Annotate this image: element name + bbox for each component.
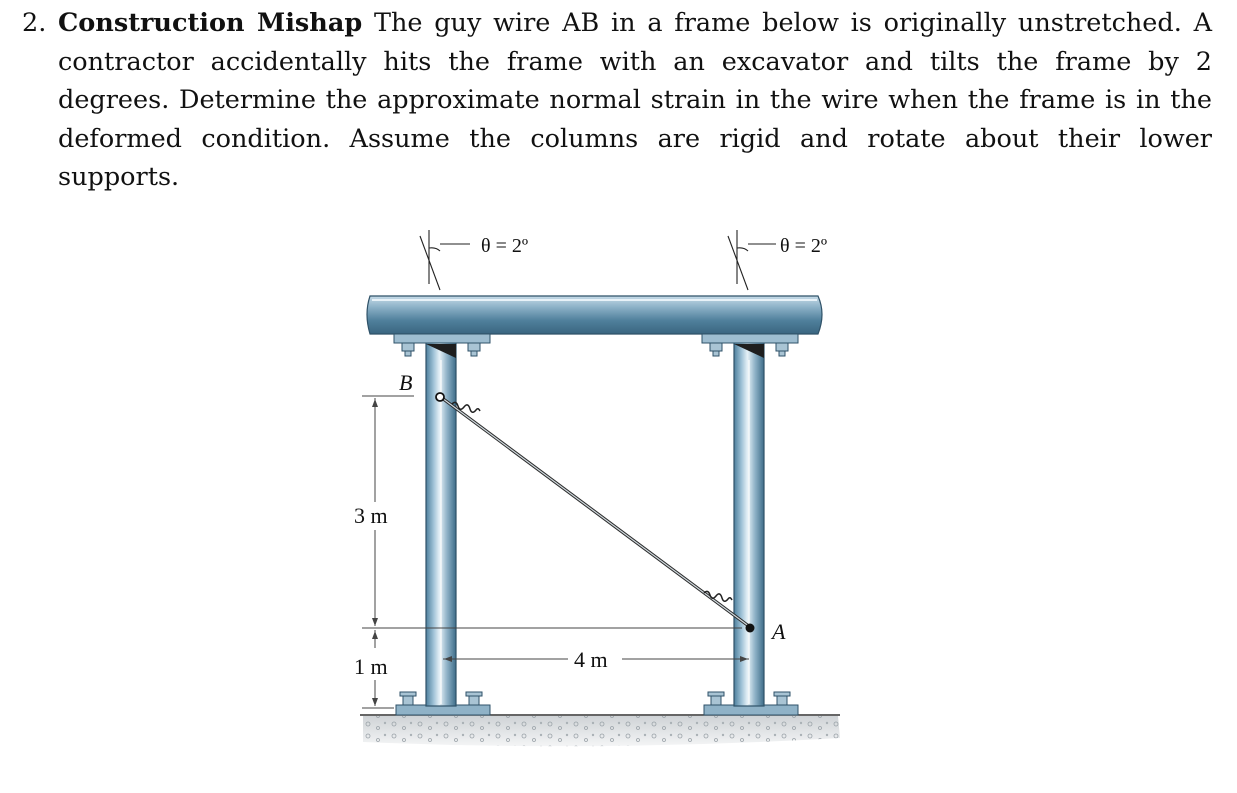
dimension-base-label: 1 m (354, 654, 388, 679)
point-a-label: A (772, 619, 786, 644)
guy-wire (436, 393, 755, 633)
problem-text: The guy wire AB in a frame below is originally unstretched. A contractor accidentally hits the frame with an excavator and tilts the frame by 2 degrees. Determine the approximate normal strain in the wire when the frame is in the deformed condition. Assume the columns are rigid and rotate about their lower supports. (58, 8, 1212, 192)
angle-indicator-right (728, 230, 776, 290)
point-a-anchor (746, 624, 755, 633)
dimension-width-label: 4 m (574, 647, 608, 672)
angle-label-right: θ = 2º (780, 235, 828, 257)
right-column (734, 342, 764, 706)
problem-title: Construction Mishap (58, 8, 363, 38)
point-b-label: B (399, 370, 413, 395)
angle-indicator-left (420, 230, 470, 290)
ground (360, 715, 840, 746)
dimension-height-label: 3 m (354, 503, 388, 528)
problem-number: 2. (22, 8, 47, 38)
dimension-lines (362, 396, 749, 708)
point-b-anchor (436, 393, 444, 401)
angle-label-left: θ = 2º (481, 235, 529, 257)
